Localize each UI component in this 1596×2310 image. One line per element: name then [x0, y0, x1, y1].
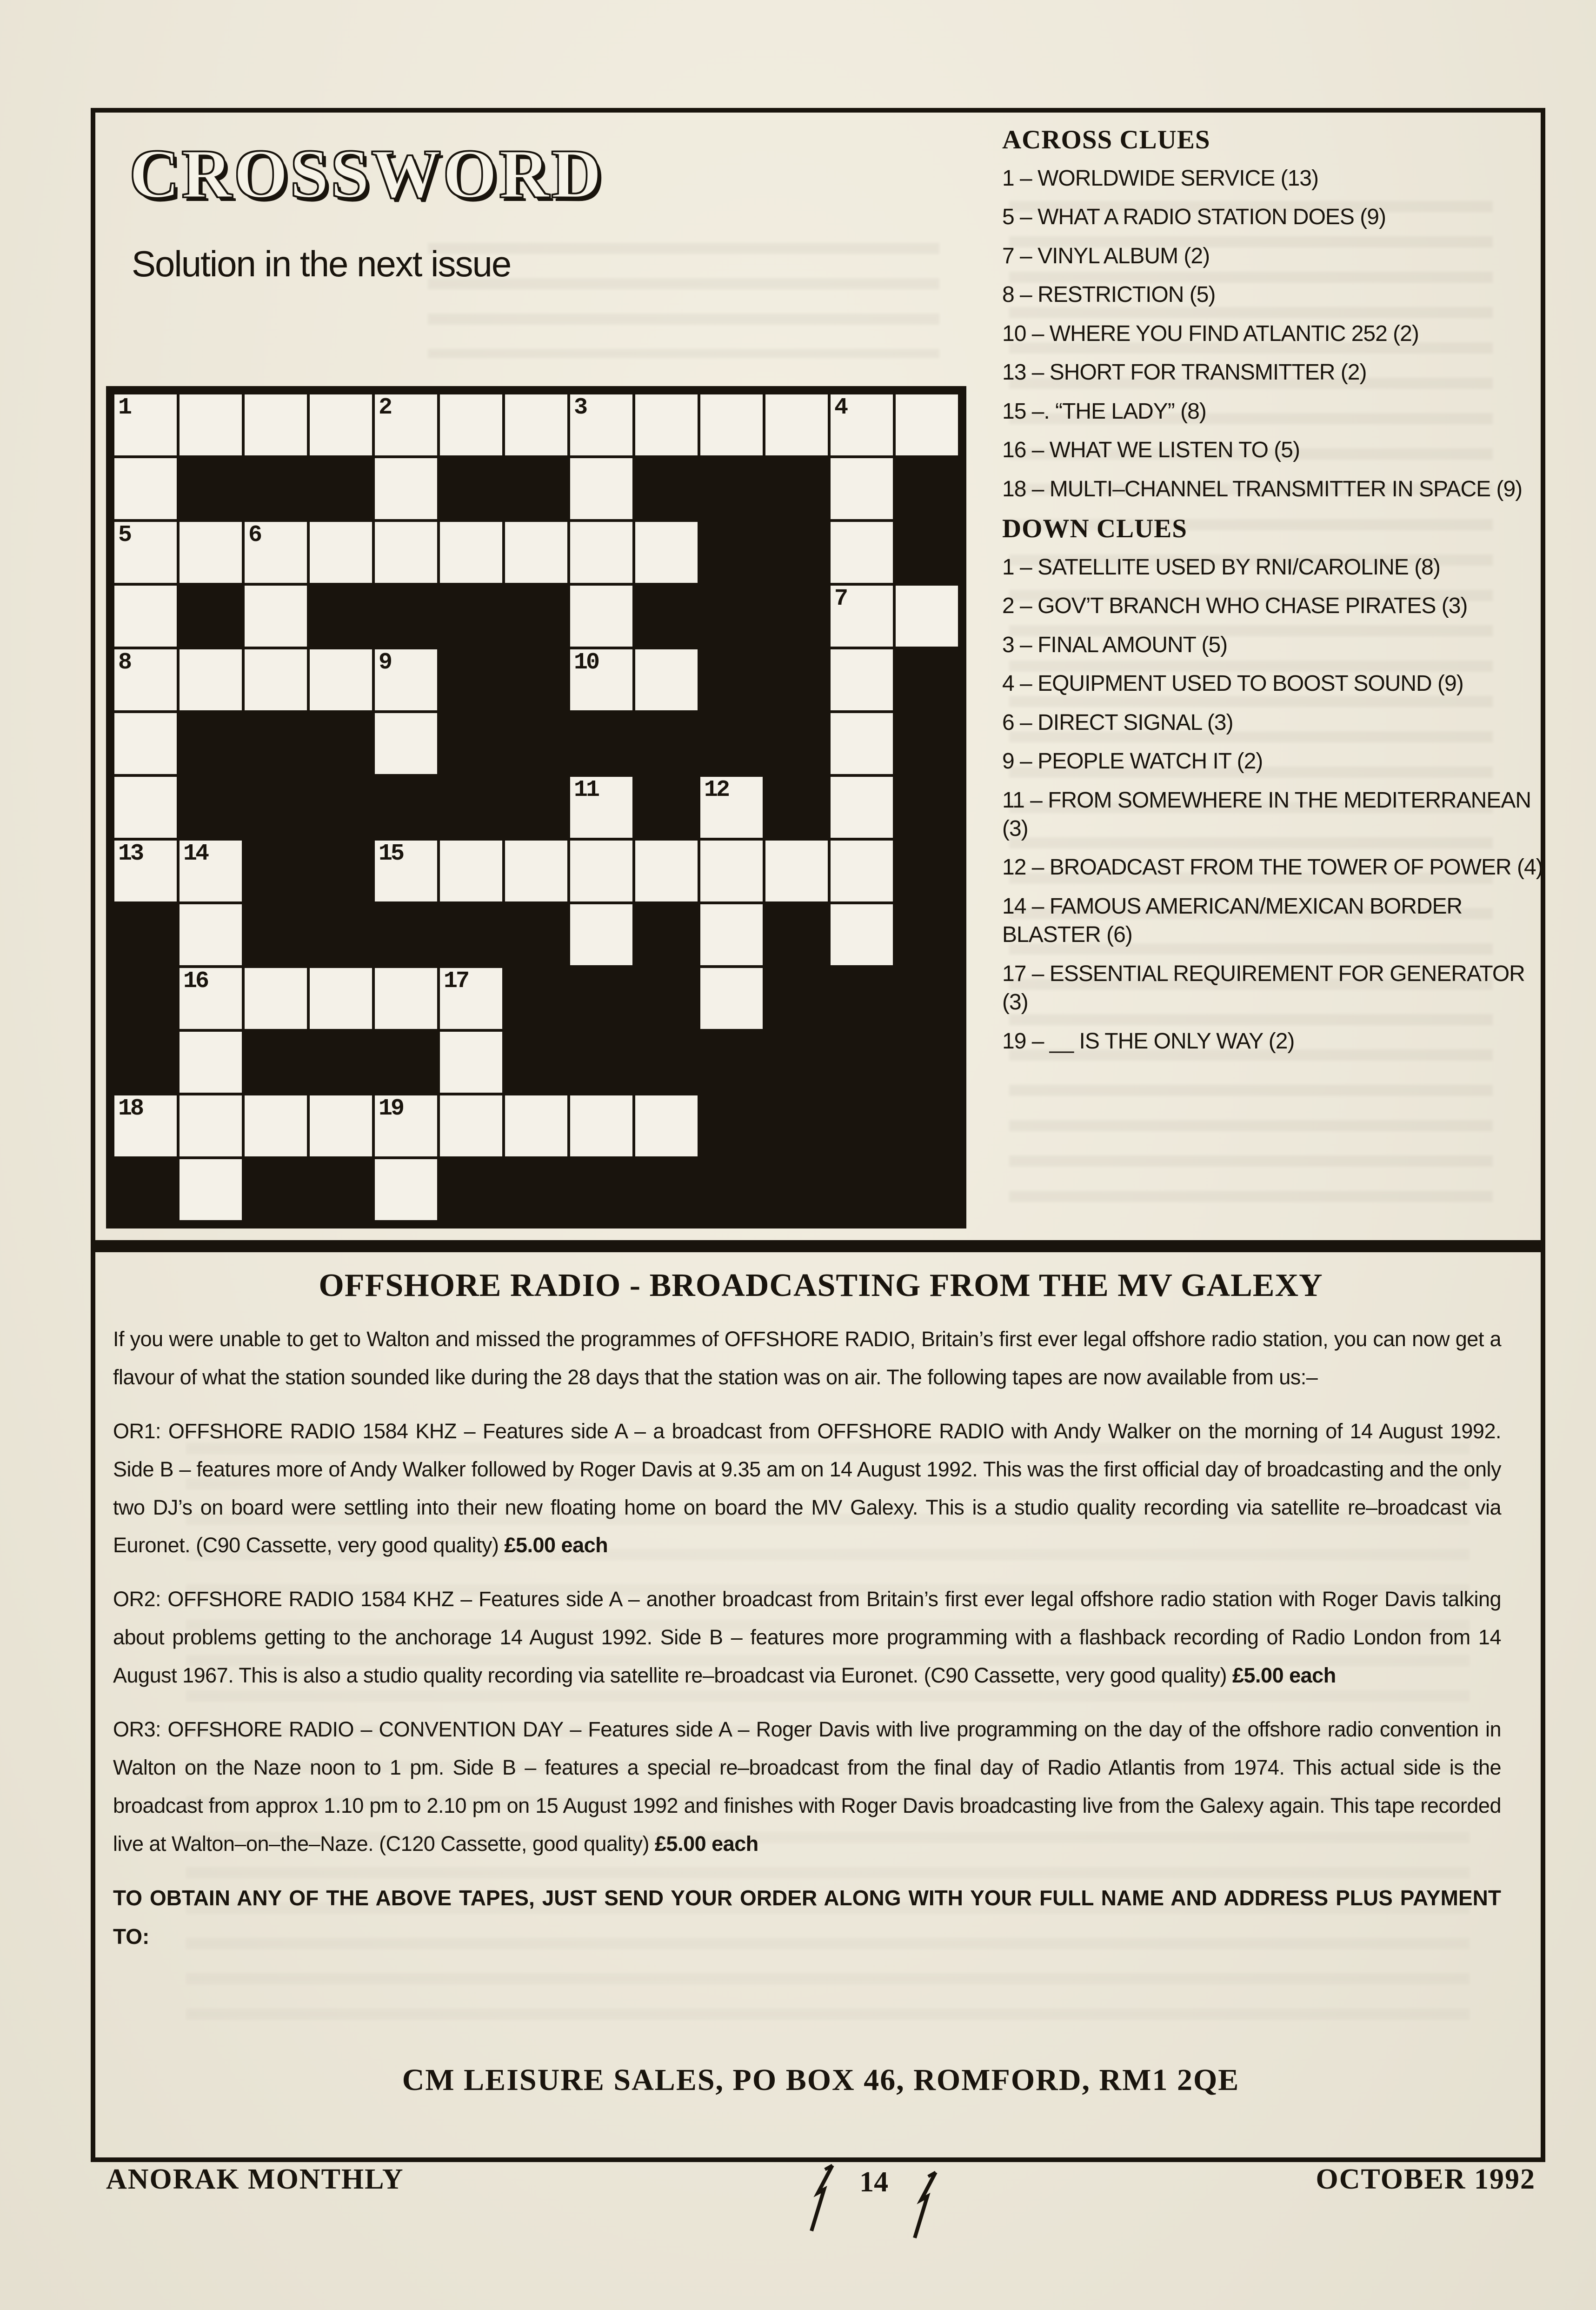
grid-cell-black — [440, 649, 502, 710]
grid-cell-white — [831, 586, 893, 647]
price-bold: £5.00 each — [655, 1831, 758, 1856]
grid-cell-black — [440, 1159, 502, 1220]
offshore-paragraph: If you were unable to get to Walton and missed the programmes of OFFSHORE RADIO, Britain’s first ever legal offshore radio station, you can now get a flavour of what the station sounded like during the 28 days that the station was on air. The following tapes are now available from us:– — [113, 1327, 1501, 1389]
grid-cell-black — [375, 586, 437, 647]
grid-cell-white — [505, 841, 567, 901]
across-clues-heading: ACROSS CLUES — [1002, 125, 1210, 154]
cell-number: 15 — [379, 841, 403, 867]
cell-number: 18 — [118, 1095, 143, 1122]
grid-cell-white — [635, 1095, 698, 1156]
grid-cell-black — [245, 713, 307, 774]
grid-cell-black — [505, 1032, 567, 1093]
grid-cell-white — [245, 586, 307, 647]
footer-date: OCTOBER 1992 — [1316, 2163, 1536, 2195]
grid-cell-black — [505, 458, 567, 519]
grid-cell-white — [570, 458, 632, 519]
grid-cell-white — [114, 522, 177, 583]
lightning-slash-icon — [911, 2170, 939, 2240]
grid-cell-black — [765, 1095, 828, 1156]
grid-cell-black — [896, 777, 958, 838]
grid-cell-black — [700, 1095, 763, 1156]
clue-across-1: 1 – WORLDWIDE SERVICE (13) — [1002, 166, 1318, 191]
grid-cell-black — [114, 904, 177, 965]
grid-cell-white — [440, 1032, 502, 1093]
grid-cell-black — [831, 1095, 893, 1156]
grid-cell-black — [700, 522, 763, 583]
cell-number: 6 — [248, 522, 261, 548]
grid-cell-black — [375, 777, 437, 838]
grid-cell-black — [570, 968, 632, 1029]
grid-cell-white — [180, 649, 242, 710]
grid-cell-black — [310, 777, 372, 838]
cell-number: 13 — [118, 841, 143, 867]
footer-publication: ANORAK MONTHLY — [106, 2163, 404, 2195]
grid-cell-white — [635, 522, 698, 583]
grid-cell-black — [635, 968, 698, 1029]
grid-cell-white — [114, 1095, 177, 1156]
grid-cell-black — [700, 458, 763, 519]
grid-cell-black — [765, 777, 828, 838]
grid-cell-white — [375, 713, 437, 774]
clue-down-11: 11 – FROM SOMEWHERE IN THE MEDITERRANEAN (3) — [1002, 788, 1531, 841]
footer-page-number: 14 — [859, 2166, 889, 2198]
grid-cell-black — [505, 586, 567, 647]
clues-column — [1002, 125, 1544, 1066]
grid-cell-black — [765, 1159, 828, 1220]
grid-cell-white — [114, 649, 177, 710]
grid-cell-white — [114, 586, 177, 647]
grid-cell-white — [700, 841, 763, 901]
grid-cell-black — [765, 968, 828, 1029]
grid-cell-white — [831, 458, 893, 519]
crossword-grid — [106, 386, 966, 1228]
grid-cell-black — [114, 1159, 177, 1220]
clue-across-7: 7 – VINYL ALBUM (2) — [1002, 243, 1210, 268]
grid-cell-white — [180, 968, 242, 1029]
grid-cell-black — [440, 904, 502, 965]
section-divider — [91, 1240, 1545, 1252]
grid-cell-white — [375, 968, 437, 1029]
lightning-slash-icon — [808, 2163, 837, 2233]
offshore-paragraph: OR1: OFFSHORE RADIO 1584 KHZ – Features side A – a broadcast from OFFSHORE RADIO with Andy Walker on the morning of 14 August 1992. Side B – features more of Andy Walker followed by Roger Davis at 9.35 am on 14 August 1992. This was the first official day of broadcasting and the only two DJ’s on board were settling into their new floating home on board the MV Galexy. This is a studio quality recording via satellite re–broadcast via Euronet. (C90 Cassette, very good quality) £5.00 each — [113, 1419, 1501, 1557]
grid-cell-black — [375, 1032, 437, 1093]
grid-cell-white — [375, 841, 437, 901]
grid-cell-black — [505, 1159, 567, 1220]
grid-cell-white — [180, 1032, 242, 1093]
grid-cell-black — [245, 904, 307, 965]
down-clues-heading: DOWN CLUES — [1002, 514, 1187, 543]
grid-cell-black — [440, 458, 502, 519]
clue-down-1: 1 – SATELLITE USED BY RNI/CAROLINE (8) — [1002, 554, 1440, 580]
grid-cell-white — [765, 394, 828, 455]
cell-number: 19 — [379, 1095, 403, 1122]
grid-cell-black — [635, 458, 698, 519]
grid-cell-white — [114, 777, 177, 838]
cell-number: 16 — [183, 968, 208, 995]
grid-cell-black — [310, 713, 372, 774]
grid-cell-black — [114, 1032, 177, 1093]
grid-cell-black — [245, 1159, 307, 1220]
footer-page-number-group — [808, 2163, 939, 2240]
clue-across-16: 16 – WHAT WE LISTEN TO (5) — [1002, 438, 1300, 463]
grid-cell-white — [700, 968, 763, 1029]
clue-down-9: 9 – PEOPLE WATCH IT (2) — [1002, 749, 1263, 774]
grid-cell-white — [375, 394, 437, 455]
grid-cell-black — [700, 1032, 763, 1093]
grid-cell-white — [180, 522, 242, 583]
page-footer — [106, 2163, 1536, 2240]
cell-number: 14 — [183, 841, 208, 867]
grid-cell-white — [505, 522, 567, 583]
grid-cell-white — [831, 841, 893, 901]
grid-cell-black — [896, 904, 958, 965]
grid-cell-white — [114, 394, 177, 455]
grid-cell-white — [440, 394, 502, 455]
grid-cell-white — [505, 1095, 567, 1156]
grid-cell-white — [180, 1159, 242, 1220]
cell-number: 3 — [574, 394, 586, 421]
grid-cell-black — [570, 1032, 632, 1093]
grid-cell-white — [896, 394, 958, 455]
clue-down-17: 17 – ESSENTIAL REQUIREMENT FOR GENERATOR (3) — [1002, 961, 1525, 1015]
grid-cell-white — [831, 713, 893, 774]
grid-cell-black — [765, 522, 828, 583]
grid-cell-black — [896, 458, 958, 519]
grid-cell-white — [310, 522, 372, 583]
grid-cell-white — [700, 904, 763, 965]
grid-cell-black — [570, 1159, 632, 1220]
grid-cell-white — [180, 841, 242, 901]
crossword-title: CROSSWORD — [129, 135, 604, 213]
grid-cell-black — [245, 1032, 307, 1093]
grid-cell-black — [896, 1032, 958, 1093]
grid-cell-white — [375, 649, 437, 710]
price-bold: TO OBTAIN ANY OF THE ABOVE TAPES, JUST SEND YOUR ORDER ALONG WITH YOUR FULL NAME AND ADDRESS PLUS PAYMENT TO: — [113, 1885, 1501, 1949]
grid-cell-white — [831, 394, 893, 455]
grid-cell-black — [635, 586, 698, 647]
grid-cell-black — [245, 458, 307, 519]
grid-cell-black — [505, 777, 567, 838]
grid-cell-black — [896, 522, 958, 583]
price-bold: £5.00 each — [504, 1533, 608, 1557]
grid-cell-white — [310, 968, 372, 1029]
grid-cell-black — [505, 649, 567, 710]
cell-number: 11 — [574, 777, 598, 803]
clue-down-12: 12 – BROADCAST FROM THE TOWER OF POWER (4) — [1002, 855, 1543, 880]
clue-down-2: 2 – GOV’T BRANCH WHO CHASE PIRATES (3) — [1002, 594, 1468, 619]
grid-cell-white — [700, 777, 763, 838]
clue-across-13: 13 – SHORT FOR TRANSMITTER (2) — [1002, 360, 1367, 385]
grid-cell-white — [765, 841, 828, 901]
grid-cell-black — [765, 649, 828, 710]
grid-cell-black — [180, 777, 242, 838]
grid-cell-white — [114, 458, 177, 519]
cell-number: 2 — [379, 394, 391, 421]
grid-cell-white — [310, 649, 372, 710]
grid-cell-white — [700, 394, 763, 455]
grid-cell-black — [765, 904, 828, 965]
grid-cell-black — [831, 968, 893, 1029]
cell-number: 5 — [118, 522, 131, 548]
grid-cell-black — [375, 904, 437, 965]
grid-cell-white — [180, 904, 242, 965]
grid-cell-black — [180, 458, 242, 519]
grid-cell-white — [440, 1095, 502, 1156]
offshore-paragraph: OR3: OFFSHORE RADIO – CONVENTION DAY – Features side A – Roger Davis with live programming on the day of the offshore radio convention in Walton on the Naze noon to 1 pm. Side B – features a special re–broadcast from the final day of Radio Atlantis from 1974. This actual side is the broadcast from approx 1.10 pm to 2.10 pm on 15 August 1992 and finishes with Roger Davis broadcasting live from the Galexy again. This tape recorded live at Walton–on–the–Naze. (C120 Cassette, good quality) £5.00 each — [113, 1717, 1501, 1856]
grid-cell-black — [310, 904, 372, 965]
cell-number: 10 — [574, 649, 598, 676]
grid-cell-white — [831, 904, 893, 965]
grid-cell-white — [505, 394, 567, 455]
grid-cell-black — [700, 1159, 763, 1220]
grid-cell-white — [245, 394, 307, 455]
price-bold: £5.00 each — [1232, 1663, 1336, 1688]
grid-cell-white — [896, 586, 958, 647]
grid-cell-white — [310, 1095, 372, 1156]
offshore-paragraph — [113, 1879, 1501, 1956]
grid-cell-white — [570, 649, 632, 710]
cell-number: 9 — [379, 649, 391, 676]
grid-cell-black — [635, 713, 698, 774]
clue-down-3: 3 – FINAL AMOUNT (5) — [1002, 632, 1228, 657]
grid-cell-black — [765, 1032, 828, 1093]
clue-across-10: 10 – WHERE YOU FIND ATLANTIC 252 (2) — [1002, 321, 1419, 346]
grid-cell-black — [114, 968, 177, 1029]
grid-cell-white — [245, 522, 307, 583]
grid-cell-black — [180, 713, 242, 774]
grid-cell-black — [310, 586, 372, 647]
grid-cell-black — [896, 1095, 958, 1156]
grid-cell-white — [570, 841, 632, 901]
cell-number: 1 — [118, 394, 131, 421]
grid-cell-black — [440, 713, 502, 774]
grid-cell-black — [831, 1032, 893, 1093]
down-clues-list — [1002, 553, 1544, 1055]
grid-cell-black — [896, 1159, 958, 1220]
grid-cell-black — [180, 586, 242, 647]
clue-down-6: 6 – DIRECT SIGNAL (3) — [1002, 710, 1233, 735]
grid-cell-white — [440, 522, 502, 583]
grid-cell-black — [765, 586, 828, 647]
cell-number: 8 — [118, 649, 131, 676]
grid-cell-black — [245, 841, 307, 901]
grid-cell-white — [375, 458, 437, 519]
grid-cell-white — [440, 841, 502, 901]
clue-across-5: 5 – WHAT A RADIO STATION DOES (9) — [1002, 205, 1386, 230]
clue-across-18: 18 – MULTI–CHANNEL TRANSMITTER IN SPACE (9) — [1002, 476, 1523, 501]
clue-across-15: 15 –. “THE LADY” (8) — [1002, 399, 1206, 424]
grid-cell-white — [570, 1095, 632, 1156]
grid-cell-black — [635, 1159, 698, 1220]
grid-cell-black — [310, 458, 372, 519]
grid-cell-black — [635, 904, 698, 965]
grid-cell-black — [896, 841, 958, 901]
grid-cell-black — [310, 1032, 372, 1093]
grid-cell-black — [700, 713, 763, 774]
grid-cell-white — [635, 841, 698, 901]
grid-cell-white — [831, 649, 893, 710]
grid-cell-black — [896, 713, 958, 774]
grid-cell-white — [570, 522, 632, 583]
grid-cell-white — [180, 394, 242, 455]
grid-cell-white — [831, 777, 893, 838]
grid-cell-black — [310, 1159, 372, 1220]
offshore-address: CM LEISURE SALES, PO BOX 46, ROMFORD, RM1 2QE — [402, 2063, 1240, 2097]
grid-cell-white — [310, 394, 372, 455]
grid-cell-black — [765, 713, 828, 774]
across-clues-list — [1002, 164, 1544, 503]
grid-cell-white — [180, 1095, 242, 1156]
cell-number: 4 — [834, 394, 847, 421]
offshore-paragraphs — [113, 1320, 1501, 1972]
crossword-subtitle: Solution in the next issue — [132, 243, 511, 284]
cell-number: 12 — [704, 777, 729, 803]
grid-cell-white — [245, 968, 307, 1029]
grid-cell-white — [570, 777, 632, 838]
grid-cell-black — [896, 968, 958, 1029]
grid-cell-black — [440, 586, 502, 647]
grid-cell-black — [700, 649, 763, 710]
grid-cell-white — [245, 1095, 307, 1156]
grid-cell-black — [896, 649, 958, 710]
grid-cell-white — [635, 649, 698, 710]
offshore-paragraph: OR2: OFFSHORE RADIO 1584 KHZ – Features side A – another broadcast from Britain’s first ever legal offshore radio station with Roger Davis talking about problems getting to the anchorage 14 August 1992. Side B – features more programming with a flashback recording of Radio London from 14 August 1967. This is also a studio quality recording via satellite re–broadcast via Euronet. (C90 Cassette, very good quality) £5.00 each — [113, 1587, 1501, 1688]
grid-cell-black — [505, 713, 567, 774]
grid-cell-black — [635, 777, 698, 838]
grid-cell-white — [114, 713, 177, 774]
grid-cell-black — [245, 777, 307, 838]
clue-down-19: 19 – __ IS THE ONLY WAY (2) — [1002, 1028, 1295, 1054]
cell-number: 7 — [834, 586, 847, 612]
grid-cell-white — [570, 904, 632, 965]
grid-cell-white — [375, 1095, 437, 1156]
grid-cell-black — [635, 1032, 698, 1093]
offshore-title: OFFSHORE RADIO - BROADCASTING FROM THE MV GALEXY — [319, 1268, 1323, 1303]
clue-down-14: 14 – FAMOUS AMERICAN/MEXICAN BORDER BLASTER (6) — [1002, 894, 1463, 948]
grid-cell-white — [440, 968, 502, 1029]
grid-cell-black — [505, 968, 567, 1029]
clue-across-8: 8 – RESTRICTION (5) — [1002, 282, 1216, 307]
grid-cell-white — [245, 649, 307, 710]
grid-cell-black — [505, 904, 567, 965]
grid-cell-black — [440, 777, 502, 838]
grid-cell-white — [570, 586, 632, 647]
grid-cell-black — [700, 586, 763, 647]
grid-cell-black — [831, 1159, 893, 1220]
grid-cell-white — [831, 522, 893, 583]
clue-down-4: 4 – EQUIPMENT USED TO BOOST SOUND (9) — [1002, 671, 1463, 696]
grid-cell-black — [570, 713, 632, 774]
grid-cell-white — [635, 394, 698, 455]
grid-cell-white — [375, 1159, 437, 1220]
cell-number: 17 — [444, 968, 468, 995]
grid-cell-white — [375, 522, 437, 583]
grid-cell-white — [570, 394, 632, 455]
grid-cell-black — [765, 458, 828, 519]
grid-cell-white — [114, 841, 177, 901]
grid-cell-black — [310, 841, 372, 901]
